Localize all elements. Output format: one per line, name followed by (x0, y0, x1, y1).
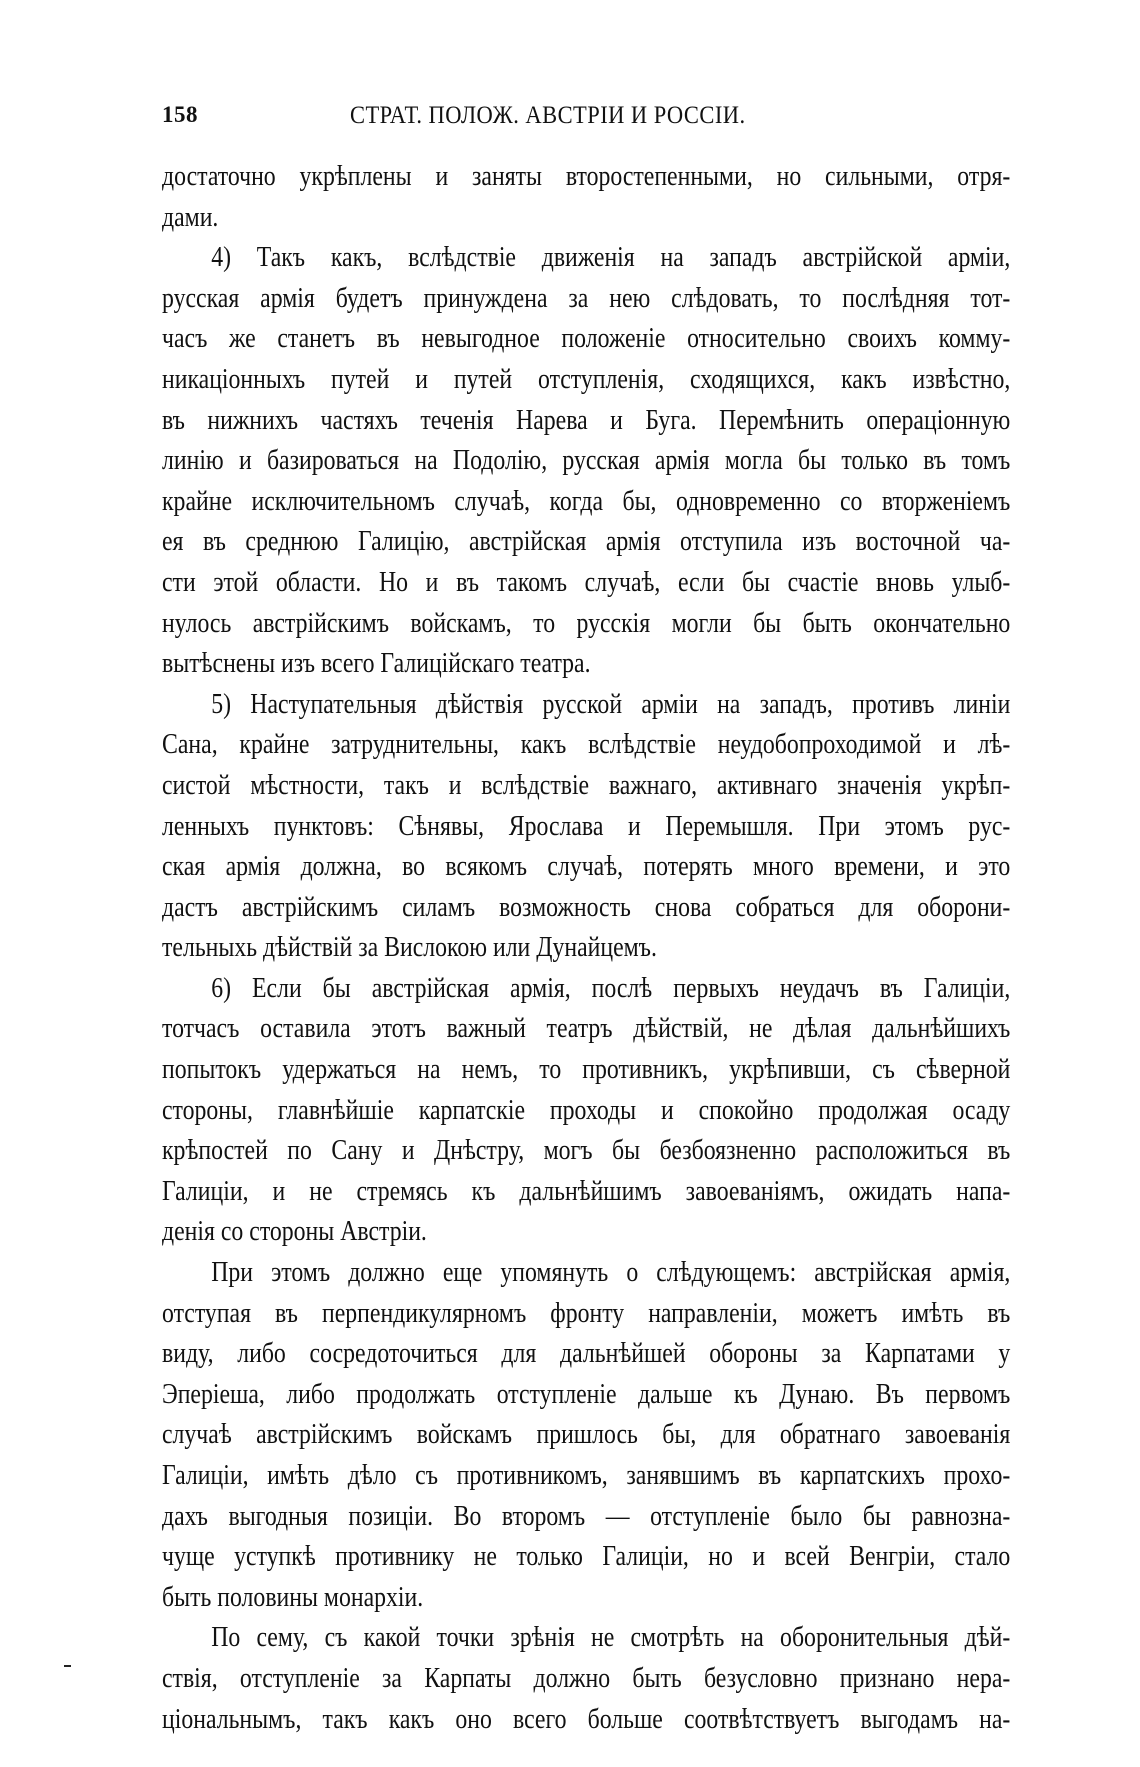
paragraph-retreat-options (162, 1252, 1010, 1617)
book-page (162, 102, 1010, 1739)
paragraph-point-4 (162, 237, 1010, 684)
text-line: Галиціи, имѣть дѣло съ противникомъ, занявшимъ въ карпатскихъ прохо- (162, 1459, 1011, 1491)
text-line: сти этой области. Но и въ такомъ случаѣ, если бы счастіе вновь улыб- (162, 565, 1011, 598)
body-text (162, 156, 1010, 1739)
text-line: ея въ среднюю Галицію, австрійская армія отступила изъ восточной ча- (162, 525, 1011, 558)
text-line: Галиціи, и не стремясь къ дальнѣйшимъ завоеваніямъ, ожидать напа- (162, 1174, 1011, 1207)
text-line: ская армія должна, во всякомъ случаѣ, потерять много времени, и это (162, 850, 1011, 883)
text-line: ленныхъ пунктовъ: Сѣнявы, Ярослава и Перемышля. При этомъ рус- (162, 809, 1011, 842)
text-line: крѣпостей по Сану и Днѣстру, могъ бы безбоязненно расположиться въ (162, 1134, 1011, 1167)
text-line: ствія, отступленіе за Карпаты должно быть безусловно признано нера- (162, 1661, 1011, 1694)
text-line: отступая въ перпендикулярномъ фронту направленіи, можетъ имѣть въ (162, 1296, 1011, 1329)
text-line: случаѣ австрійскимъ войскамъ пришлось бы, для обратнаго завоеванія (162, 1418, 1011, 1451)
text-line: При этомъ должно еще упомянуть о слѣдующемъ: австрійская армія, (211, 1256, 1011, 1289)
text-line: линію и базироваться на Подолію, русская армія могла бы только въ томъ (162, 444, 1011, 477)
text-line: дами. (162, 200, 219, 233)
text-line: часъ же станетъ въ невыгодное положеніе относительно своихъ комму- (162, 322, 1011, 355)
text-line: 4) Такъ какъ, вслѣдствіе движенія на западъ австрійской арміи, (211, 241, 1011, 274)
text-line: 5) Наступательныя дѣйствія русской арміи на западъ, противъ линіи (211, 687, 1011, 720)
running-head (162, 102, 1010, 136)
paragraph-point-5 (162, 684, 1010, 968)
text-line: достаточно укрѣплены и заняты второстепенными, но сильными, отря- (162, 160, 1011, 192)
text-line: чуще уступкѣ противнику не только Галиціи, но и всей Венгріи, стало (162, 1540, 1011, 1573)
text-line: дахъ выгодныя позиціи. Во второмъ — отступленіе было бы равнозна- (162, 1499, 1011, 1532)
text-line: быть половины монархіи. (162, 1580, 424, 1613)
text-line: въ нижнихъ частяхъ теченія Нарева и Буга. Перемѣнить операціонную (162, 403, 1011, 436)
text-line: крайне исключительномъ случаѣ, когда бы, одновременно со вторженіемъ (162, 484, 1011, 517)
text-line: дастъ австрійскимъ силамъ возможность снова собраться для оборони- (162, 890, 1011, 923)
paragraph-continuation (162, 156, 1010, 237)
text-line: систой мѣстности, такъ и вслѣдствіе важнаго, активнаго значенія укрѣп- (162, 768, 1011, 801)
text-line: вытѣснены изъ всего Галиційскаго театра. (162, 647, 591, 680)
text-line: 6) Если бы австрійская армія, послѣ первыхъ неудачъ въ Галиціи, (211, 971, 1011, 1004)
text-line: попытокъ удержаться на немъ, то противникъ, укрѣпивши, съ сѣверной (162, 1053, 1011, 1086)
paragraph-conclusion (162, 1617, 1010, 1739)
scan-speck (64, 1665, 71, 1667)
text-line: По сему, съ какой точки зрѣнія не смотрѣть на оборонительныя дѣй- (211, 1621, 1011, 1654)
text-line: денія со стороны Австріи. (162, 1215, 427, 1248)
text-line: тотчасъ оставила этотъ важный театръ дѣйствій, не дѣлая дальнѣйшихъ (162, 1012, 1011, 1045)
text-line: Сана, крайне затруднительны, какъ вслѣдствіе неудобопроходимой и лѣ- (162, 728, 1011, 761)
text-line: ціональнымъ, такъ какъ оно всего больше соотвѣтствуетъ выгодамъ на- (162, 1702, 1011, 1735)
text-line: виду, либо сосредоточиться для дальнѣйшей обороны за Карпатами у (162, 1337, 1011, 1370)
text-line: никаціонныхъ путей и путей отступленія, сходящихся, какъ извѣстно, (162, 362, 1011, 395)
running-title: СТРАТ. ПОЛОЖ. АВСТРІИ И РОССІИ. (350, 102, 746, 129)
text-line: нулось австрійскимъ войскамъ, то русскія могли бы быть окончательно (162, 606, 1011, 639)
text-line: русская армія будетъ принуждена за нею слѣдовать, то послѣдняя тот- (162, 281, 1011, 314)
paragraph-point-6 (162, 968, 1010, 1252)
text-line: Эперіеша, либо продолжать отступленіе дальше къ Дунаю. Въ первомъ (162, 1377, 1011, 1410)
page-number: 158 (162, 102, 198, 127)
text-line: тельныхь дѣйствій за Вислокою или Дунайцемъ. (162, 931, 657, 964)
text-line: стороны, главнѣйшіе карпатскіе проходы и спокойно продолжая осаду (162, 1093, 1011, 1126)
